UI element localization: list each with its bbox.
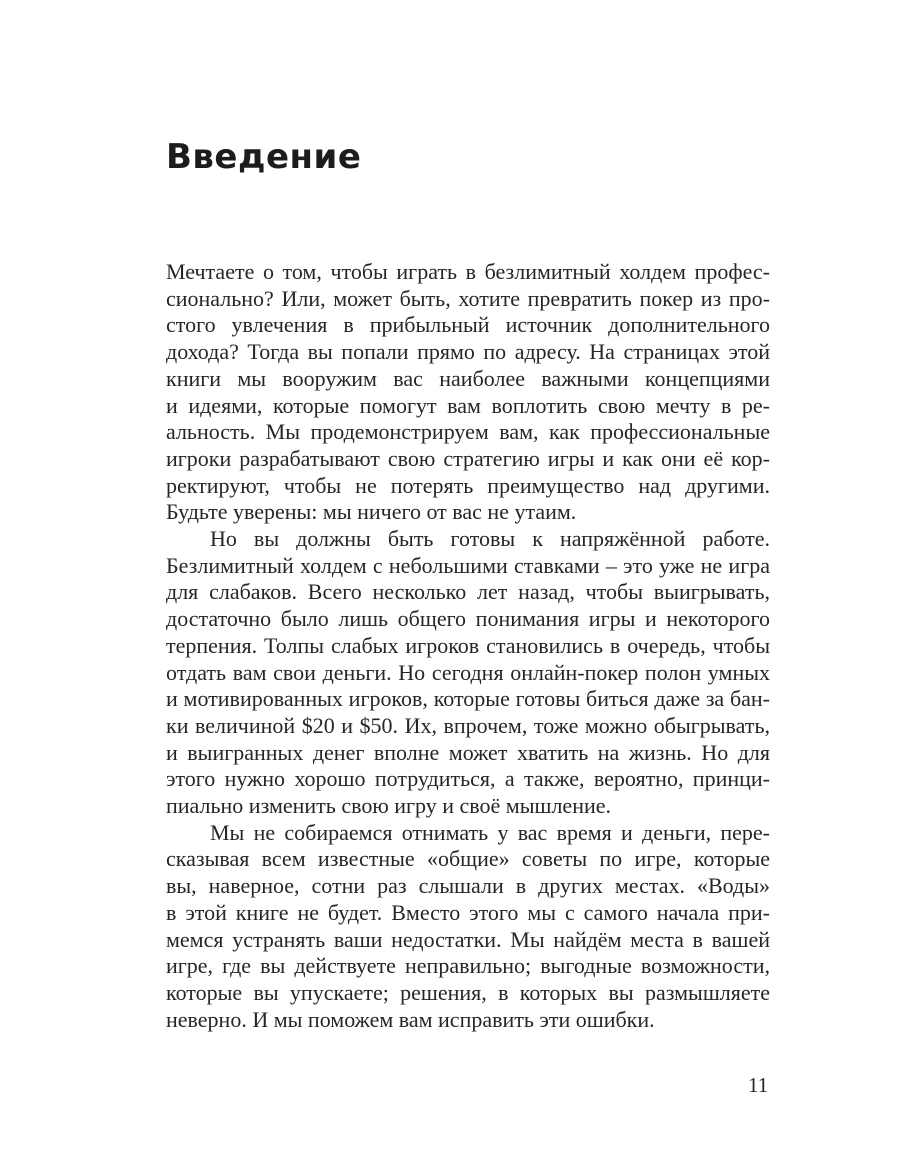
text-line: и мотивированных игроков, которые готовы биться даже за бан- (166, 686, 770, 712)
body-text (166, 259, 770, 1033)
text-line: ки величиной $20 и $50. Их, впрочем, тоже можно обыгрывать, (166, 712, 770, 738)
text-line: неверно. И мы поможем вам исправить эти ошибки. (166, 1006, 655, 1032)
text-line: сказывая всем известные «общие» советы по игре, которые (166, 846, 770, 872)
text-line: Будьте уверены: мы ничего от вас не утаим. (166, 499, 577, 525)
text-line: Безлимитный холдем с небольшими ставками – это уже не игра (166, 552, 770, 578)
text-line: отдать вам свои деньги. Но сегодня онлайн-покер полон умных (166, 659, 770, 685)
chapter-title: Введение (166, 137, 362, 177)
text-line: и выигранных денег вполне может хватить на жизнь. Но для (166, 739, 770, 765)
text-line: пиально изменить свою игру и своё мышление. (166, 793, 612, 819)
text-line: в этой книге не будет. Вместо этого мы с самого начала при- (166, 899, 770, 925)
text-line: этого нужно хорошо потрудиться, а также, вероятно, принци- (166, 766, 770, 792)
page-number: 11 (748, 1073, 769, 1097)
text-line: сионально? Или, может быть, хотите превратить покер из про- (166, 285, 770, 311)
text-line: альность. Мы продемонстрируем вам, как профессиональные (166, 419, 770, 445)
text-line: достаточно было лишь общего понимания игры и некоторого (166, 606, 770, 632)
text-line: вы, наверное, сотни раз слышали в других местах. «Воды» (166, 873, 770, 899)
text-line: ректируют, чтобы не потерять преимущество над другими. (166, 472, 770, 498)
text-line: книги мы вооружим вас наиболее важными концепциями (166, 365, 770, 391)
text-line: дохода? Тогда вы попали прямо по адресу. На страницах этой (166, 339, 770, 365)
paragraph-2 (166, 526, 770, 820)
text-line: для слабаков. Всего несколько лет назад, чтобы выигрывать, (166, 579, 770, 605)
text-line: Но вы должны быть готовы к напряжённой работе. (210, 526, 770, 552)
text-line: стого увлечения в прибыльный источник дополнительного (166, 312, 770, 338)
text-line: Мечтаете о том, чтобы играть в безлимитный холдем профес- (166, 259, 770, 284)
text-line: мемся устранять ваши недостатки. Мы найдём места в вашей (166, 926, 770, 952)
text-line: терпения. Толпы слабых игроков становились в очередь, чтобы (166, 632, 770, 658)
text-line: которые вы упускаете; решения, в которых вы размышляете (166, 979, 770, 1005)
text-line: игре, где вы действуете неправильно; выгодные возможности, (166, 953, 770, 979)
text-line: Мы не собираемся отнимать у вас время и деньги, пере- (210, 819, 770, 845)
text-line: и идеями, которые помогут вам воплотить свою мечту в ре- (166, 392, 770, 418)
paragraph-3 (166, 820, 770, 1034)
paragraph-1 (166, 259, 770, 526)
text-line: игроки разрабатывают свою стратегию игры и как они её кор- (166, 445, 770, 471)
